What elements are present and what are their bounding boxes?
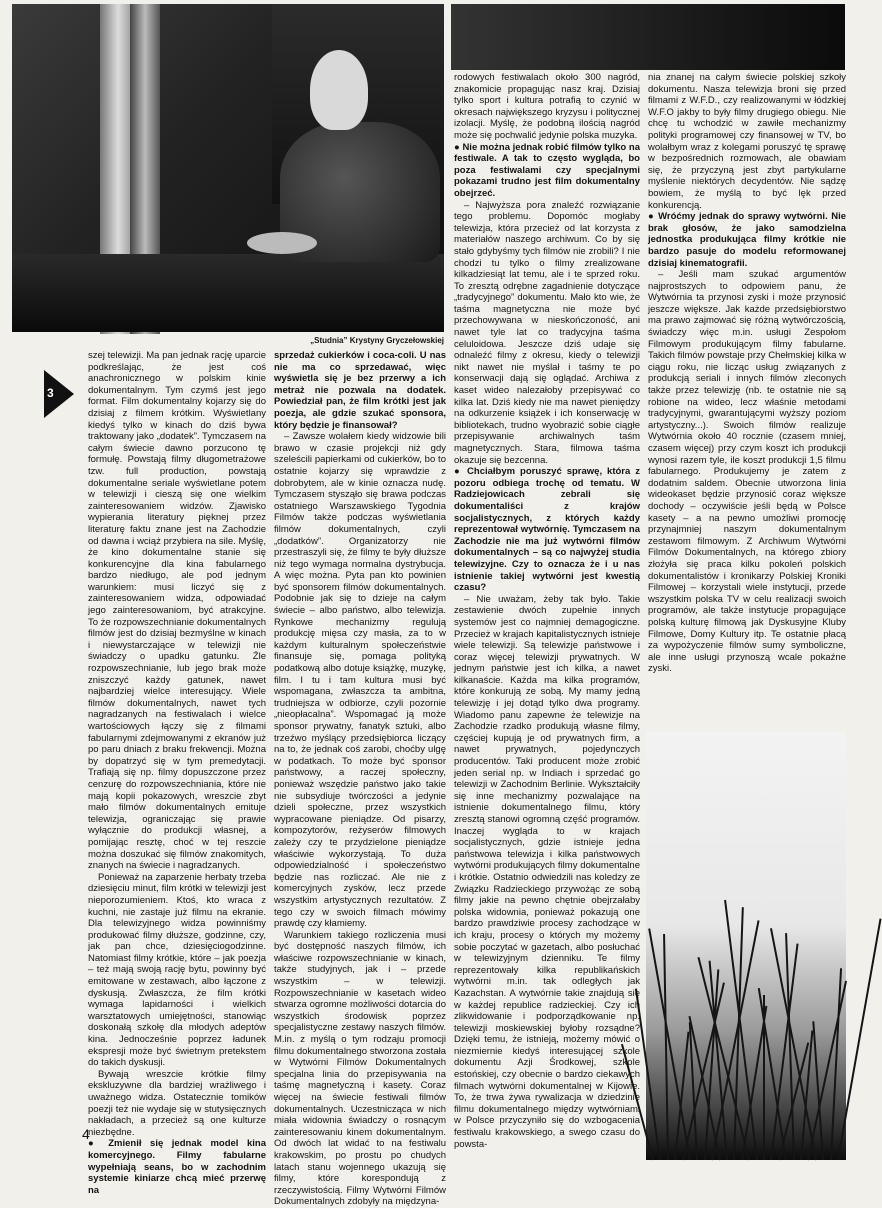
photo-reed (663, 934, 669, 1160)
paragraph: – Najwyższa pora znaleźć rozwiązanie tego problemu. Dopomóc mogłaby telewizja, która przecież od lat korzysta z materiałów naszego archiwum. Co by się stało gdybyśmy tych filmów nie zrobili? I nie chodzi tu tylko o filmy zrealizowane kilkadziesiąt lat temu, ale i te sprzed roku. To zresztą odrębne zagadnienie dotyczące „tradycyjnego” dokumentu. Mało kto wie, że taśma magnetyczna nie może być przechowywana w nieskończoność, ani nawet tyle lat co tradycyjna taśma celuloidowa. Jeszcze dziś udaje się odnaleźć filmy z okresu, kiedy o telewizji nikt nawet nie myślał i taśmy te po konserwacji dają się oglądać. Archiwa z kaset wideo nalezałoby przepisywać co kilka lat. Dziś kiedy nie ma nawet pieniędzy na odkurzenie książek i ich konserwację w bibliotekach, trudno wyobrazić sobie ciągłe przepisywanie archiwalnych taśm magnetycznych. Stara, filmowa taśma okazuje się bezcenna. (454, 199, 640, 466)
paragraph: Ponieważ na zaparzenie herbaty trzeba dziesięciu minut, film krótki w telewizji jest nieporozumieniem. Ktoś, kto wraca z kuchni, nie zastaje już filmu na ekranie. Dla telewizyjnego widza powinniśmy produkować filmy dłuższe, godzinne, czy, jak pan chce, dziesięciogodzinne. Natomiast filmy krótkie, które – jak poezja – też mają swoją rację bytu, powinny być emitowane w zestawach, albo łączone z dyskusją. Zwłaszcza, że film krótki wymaga lapidarności i wielkich warsztatowych umiejętności, stanowiąc doskonałą szkołę dla młodych adeptów kina. Jednocześnie poprzez ładunek ekspresji może być świetnym pretekstem do takich dyskusji. (88, 871, 266, 1069)
question-paragraph: ● Wróćmy jednak do sprawy wytwórni. Nie brak głosów, że jako samodzielna jednostka produkująca filmy krótkie nie bardzo pasuje do modelu reformowanej dzisiaj kinematografii. (648, 211, 846, 269)
page-number: 4 (82, 1126, 90, 1142)
question-paragraph: ● Zmienił się jednak model kina komercyjnego. Filmy fabularne wypełniają seans, bo w zachodnim systemie kiniarze chcą mieć przerwę na (88, 1138, 266, 1196)
section-marker-number: 3 (47, 386, 54, 400)
question-paragraph: ● Nie można jednak robić filmów tylko na festiwale. A tak to często wygląda, bo poza festiwalami czy specjalnymi pokazami trudno jest film dokumentalny obejrzeć. (454, 142, 640, 200)
paragraph: szej telewizji. Ma pan jednak rację uparcie podkreślając, że jest coś anachronicznego w polskim kinie dokumentalnym. Tym czymś jest jego format. Film dokumentalny kojarzy się do dzisiaj z filmem krótkim. Wyświetlany kiedyś tylko w kinach do dziś bywa traktowany jako „dodatek”. Tymczasem na całym świecie dawno porzucono tę formułę. Powstają filmy długometrażowe tzw. full production, powstają dokumentalne seriale wyświetlane potem w telewizji i cieszą się one wielkim zainteresowaniem widzów. Zjawisko wypierania literatury pięknej przez literaturę faktu znane jest na Zachodzie od dawna i wciąż przybiera na sile. Myślę, że kino dokumentalne stanie się konkurencyjne dla kina fabularnego bardzo niedługo, ale pod jednym warunkiem: musi liczyć się z zainteresowaniem widza, odpowiadać jego zainteresowaniom, być atrakcyjne. To że rozpowszechnianie dokumentalnych filmów jest do dzisiaj bezmyślne w kinach i niewystarczające w telewizji nie świadczy o upadku gatunku. Źle rozpowszechnianie, lub jego brak może zniszczyć każdy gatunek, nawet najbardziej wielce interesujący. Wiele filmów dokumentalnych, nawet tych nagradzanych na festiwalach i wielce wartościowych łączy się z filmami fabularnymi zdejmowanymi z ekranów już po paru dniach z braku frekwencji. Można by dopatrzyć się w tym premedytacji. Trafiają się np. filmy dopuszczone przez cenzurę do rozpowszechniania, które nie mają kopii pokazowych, wreszcie zbyt mało filmów dokumentalnych emituje telewizja, ograniczając się prawie wyłącznie do produkcji własnej, a pomijając resztę, choć w tej reszcie można doszukać się filmów znakomitych, znanych na świecie i nagradzanych. (88, 350, 266, 872)
photo-reed (830, 968, 842, 1160)
paragraph: Bywają wreszcie krótkie filmy ekskluzywne dla bardziej wrażliwego i uważnego widza. Ostatecznie tomików poezji też nie wydaje się w stutysięcznych nakładach, a przecież są one kulturze niezbędne. (88, 1068, 266, 1138)
paragraph: nia znanej na całym świecie polskiej szkoły dokumentu. Nasza telewizja broni się przed filmami z W.F.D., czy realizowanymi w łódzkiej W.F.O jakby to były filmy drugiego obiegu. Nie chcę tu wchodzić w zawiłe mechanizmy polityki programowej czy finansowej w TV, bo wolałbym wraz z kolegami poruszyć tę sprawę w bezpośrednich rozmowach, ale obawiam się, że przyczyną jest zbyt partykularne myślenie niektórych decydentów. Nie sądzę bowiem, że myślą to być lęk przed konkurencją. (648, 72, 846, 211)
text-column-1 (88, 350, 266, 1196)
photo-woman-headscarf (310, 50, 368, 130)
paragraph: rodowych festiwalach około 300 nagród, znakomicie propagując nasz kraj. Dzisiaj tylko sport i kultura potrafią to czynić w okresach największego kryzysu i politycznej izolacji. Myślę, że podobną ilością nagród może się pochwalić jedynie polska muzyka. (454, 72, 640, 141)
paragraph: – Jeśli mam szukać argumentów najprostszych to odpowiem panu, że Wytwórnia ta przynosi zyski i może przynosić jeszcze większe. Jak każde przedsiębiorstwo ma prawo zajmować się różną wytwórczością, świadczy więc m.in. usługi Zespołom Filmowym produkującym filmy fabularne. Takich filmów powstaje przy Chełmskiej kilka w ciągu roku, nie licząc usług związanych z produkcją seriali i innych filmów zleconych także przez telewizję (nb. te ostatnie nie są robione na wideo, lecz właśnie metodami tradycyjnymi, gwarantującymi wyższy poziom artystyczny...). Swoich filmów realizuje Wytwórnia około 40 rocznie (czasem mniej, czasem więcej) przy czym koszt ich produkcji wynosi razem tyle, ile koszt produkcji 1,5 filmu fabularnego. Produkujemy je zatem z dodatnim saldem. Obecnie utworzona linia wideokaset będzie przynosić coraz większe dochody – oczywiście jeśli będą w Polsce kasety – a na pewno umożliwi promocję przynajmniej naszym dokumentalnym zestawom filmowym. Z Archiwum Wytwórni Filmów Dokumentalnych, na którego zbiory złożyła się praca kilku pokoleń polskich dokumentalistów i kronikarzy Polskiej Kroniki Filmowej – korzystali wiele instytucji, przede wszystkim polska TV w celu realizacji swoich programów, ale także instytucje propagujące polską kulturę filmową jak Dyskusyjne Kluby Filmowe, Domy Kultury itp. Te ostatnie płacą za wypożyczenie filmów sumy symboliczne, ale inne usługi przynoszą wcale pokaźne zyski. (648, 269, 846, 675)
photo-studnia (12, 4, 444, 332)
photo-reeds (646, 732, 846, 1160)
text-column-4 (648, 72, 846, 726)
photo-corner-dark (451, 4, 845, 70)
text-column-2 (274, 350, 446, 1208)
paragraph: Warunkiem takiego rozliczenia musi być dostępność naszych filmów, ich właściwe rozpowszechnianie w kinach, także studyjnych, jak i – przede wszystkim – w telewizji. Rozpowszechnianie w kasetach wideo stwarza ogromne możliwości dotarcia do wszystkich środowisk poprzez specjalistyczne zestawy naszych filmów. M.in. z myślą o tym rodzaju promocji filmu dokumentalnego stworzona została w Wytwórni Filmów Dokumentalnych specjalna linia do przepisywania na taśmę magnetyczną i kasety. Coraz więcej na świecie festiwali filmów dokumentalnych. Uczestnicząca w nich miała widownia świadczy o rosnącym zainteresowaniu kinem dokumentalnym. Od dwóch lat widać to na festiwalu krakowskim, po prostu po chudych latach stanu wojennego ukazują się filmy, które korespondują z rzeczywistością. Filmy Wytwórni Filmów Dokumentalnych zdobyły na międzyna- (274, 929, 446, 1208)
photo-basin (247, 232, 317, 254)
paragraph: – Nie uważam, żeby tak było. Takie zestawienie dwóch zupełnie innych systemów jest co najmniej demagogiczne. Przecież w krajach kapitalistycznych istnieje wiele telewizji. Są telewizje państwowe i coraz więcej telewizji prywatnych. W jednym państwie jest ich kilka, a nawet kilkanaście. Każda ma kilka programów, które konkurują ze sobą. My mamy jedną telewizję i jej dotąd tylko dwa programy. Wiadomo panu zapewne że telewizje na Zachodzie rzadko produkują własne filmy, częściej kupują je od prywatnych firm, a nawet prywatnych, pojedynczych producentów. Taki producent może zrobić jeden serial np. w Indiach i sprzedać go telewizji w Zachodnim Berlinie. Wykształciły się inne mechanizmy pozwalające na istnienie dokumentalnego filmu, który zresztą stanowi ogromną część programów. Inaczej wygląda to w krajach socjalistycznych, gdzie istnieje jedna państwowa telewizja i kilka państwowych wytwórni produkujących filmy dokumentalne i krótkie. Ostatnio odwiedzili nas koledzy ze Związku Radzieckiego przywożąc ze sobą filmy jakie na pewno chętnie obejrzałaby polska widownia, ponieważ pokazują one bardzo prawdziwie procesy zachodzące w ich kraju, procesy o których my możemy sobie poczytać w gazetach, albo posłuchać w telewizyjnym dzienniku. Te filmy reprezentowały kilka republikańskich wytwórni m.in. tak odległych jak Kazachstan. A wytwórnie takie znajdują się w każdej republice radzieckiej. Czy ich zlikwidowanie i podporządkowanie np. telewizji moskiewskiej byłoby rozsądne? Dzięki temu, że istnieją, możemy mówić o niezmiernie kiedyś interesującej szkole dokumentu Azji Środkowej, szkole estońskiej, czy obecnie o bardzo ciekawych filmach wytwórni dokumentalnej w Kijowie. To, że trwa żywa rywalizacja w dziedzinie filmu dokumentalnego między wytwórniami w Polsce przyczyniło się do wzbogacenia festiwalu krakowskiego, a swego czasu do powsta- (454, 593, 640, 1150)
paragraph: sprzedaż cukierków i coca-coli. U nas nie ma co sprzedawać, więc wyświetla się je bez przerwy a ich metraż nie pozwala na dodatek. Powiedział pan, że film krótki jest jak poezja, ale gdzie szukać sponsora, który będzie je finansował? (274, 350, 446, 431)
section-marker (44, 370, 74, 418)
text-column-3 (454, 72, 640, 1150)
photo-reed (837, 919, 882, 1161)
question-paragraph: ● Chciałbym poruszyć sprawę, która z pozoru odbiega trochę od tematu. W Radziejowicach zebrali się dokumentaliści z krajów socjalistycznych, z których każdy reprezentował wytwórnię. Tymczasem na Zachodzie nie ma już wytwórni filmów dokumentalnych – są co najwyżej studia telewizyjne. Czy to oznacza że i u nas istnienie takiej wytwórni jest kwestią czasu? (454, 466, 640, 594)
photo-floor (12, 254, 444, 332)
paragraph: – Zawsze wolałem kiedy widzowie bili brawo w czasie projekcji niż gdy szeleścili papierkami od cukierków, bo to ostatnie kojarzy się wprawdzie z dobrobytem, ale w kinie oznacza nudę. Tymczasem stysząło się brawa podczas ostatniego Warszawskiego Tygodnia Filmów także podczas wyświetlania filmów dokumentalnych, czyli „dodatków”. Organizatorzy nie przestraszyli się, że filmy te były dłuższe niż tego wymaga normalna dystrybucja. A więc można. Pyta pan kto powinien być sponsorem filmów dokumentalnych. Podobnie jak się to dzieje na całym świecie – albo państwo, albo telewizja. Rynkowe mechanizmy regulują produkcję mięsa czy masła, za to w każdym kulturalnym społeczeństwie finansuje się, pomaga polityką podatkową albo dotuje książkę, muzykę, film. I tu i tam kultura musi być wspomagana, zwłaszcza ta ambitna, trudniejsza w odbiorze, czyli pozornie „nieopłacalna”. Wspomagać ją może sponsor prywatny, fanatyk sztuki, albo trzeźwo myślący przedsiębiorca liczący na to, że jednak coś zarobi, choćby ulgę w podatkach. To może być sponsor państwowy, a raczej społeczny, ponieważ wszędzie państwo jako takie nie subsydiuje twórczości a jedynie dzieli społeczne, przez wszystkich wypracowane pieniądze. Od pisarzy, kompozytorów, reżyserów filmowych zależy czy te przydzielone pieniądze właściwie wykorzystają. To duża odpowiedzialność i społeczeństwo będzie nas rozliczać. Ale nie z komercyjnych zysków, lecz przede wszystkim artystycznych rezultatów. Z tego czy w swoich filmach mówimy prawdę czy kłamiemy. (274, 431, 446, 930)
photo-caption: „Studnia” Krystyny Gryczełowskiej (310, 336, 444, 345)
